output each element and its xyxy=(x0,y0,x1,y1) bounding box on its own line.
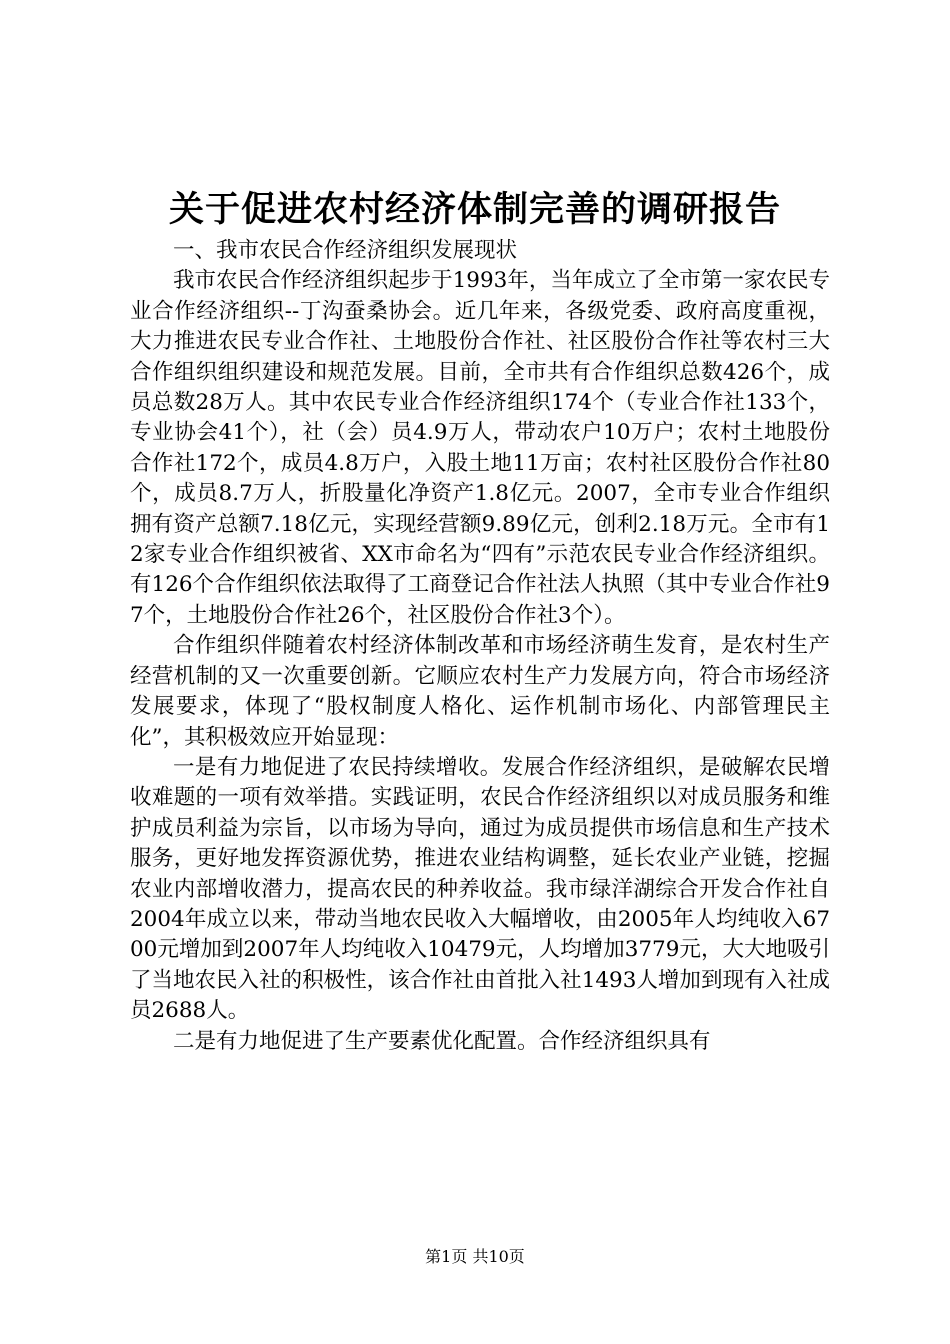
body-paragraph: 合作组织伴随着农村经济体制改革和市场经济萌生发育，是农村生产经营机制的又一次重要创新。它顺应农村生产力发展方向，符合市场经济发展要求，体现了“股权制度人格化、运作机制市场化、内部管理民主化”，其积极效应开始显现： xyxy=(130,633,830,750)
document-body xyxy=(130,236,830,1057)
page-footer: 第1页 共10页 xyxy=(425,1247,525,1266)
body-paragraph: 二是有力地促进了生产要素优化配置。合作经济组织具有 xyxy=(173,1028,711,1054)
section-heading: 一、我市农民合作经济组织发展现状 xyxy=(173,238,518,263)
body-paragraph: 一是有力地促进了农民持续增收。发展合作经济组织，是破解农民增收难题的一项有效举措。实践证明，农民合作经济组织以对成员服务和维护成员利益为宗旨，以市场为导向，通过为成员提供市场信息和生产技术服务，更好地发挥资源优势，推进农业结构调整，延长农业产业链，挖掘农业内部增收潜力，提高农民的种养收益。我市绿洋湖综合开发合作社自2004年成立以来，带动当地农民收入大幅增收，由2005年人均纯收入6700元增加到2007年人均纯收入10479元，人均增加3779元，大大地吸引了当地农民入社的积极性，该合作社由首批入社1493人增加到现有入社成员2688人。 xyxy=(130,754,830,1024)
document-title: 关于促进农村经济体制完善的调研报告 xyxy=(168,189,781,230)
body-paragraph: 我市农民合作经济组织起步于1993年，当年成立了全市第一家农民专业合作经济组织--丁沟蚕桑协会。近几年来，各级党委、政府高度重视，大力推进农民专业合作社、土地股份合作社、社区股份合作社等农村三大合作组织组织建设和规范发展。目前，全市共有合作组织总数426个，成员总数28万人。其中农民专业合作经济组织174个（专业合作社133个，专业协会41个），社（会）员4.9万人，带动农户10万户；农村土地股份合作社172个，成员4.8万户，入股土地11万亩；农村社区股份合作社80个，成员8.7万人，折股量化净资产1.8亿元。2007，全市专业合作组织拥有资产总额7.18亿元，实现经营额9.89亿元，创利2.18万元。全市有12家专业合作组织被省、XX市命名为“四有”示范农民专业合作经济组织。有126个合作组织依法取得了工商登记合作社法人执照（其中专业合作社97个，土地股份合作社26个，社区股份合作社3个）。 xyxy=(130,268,830,628)
